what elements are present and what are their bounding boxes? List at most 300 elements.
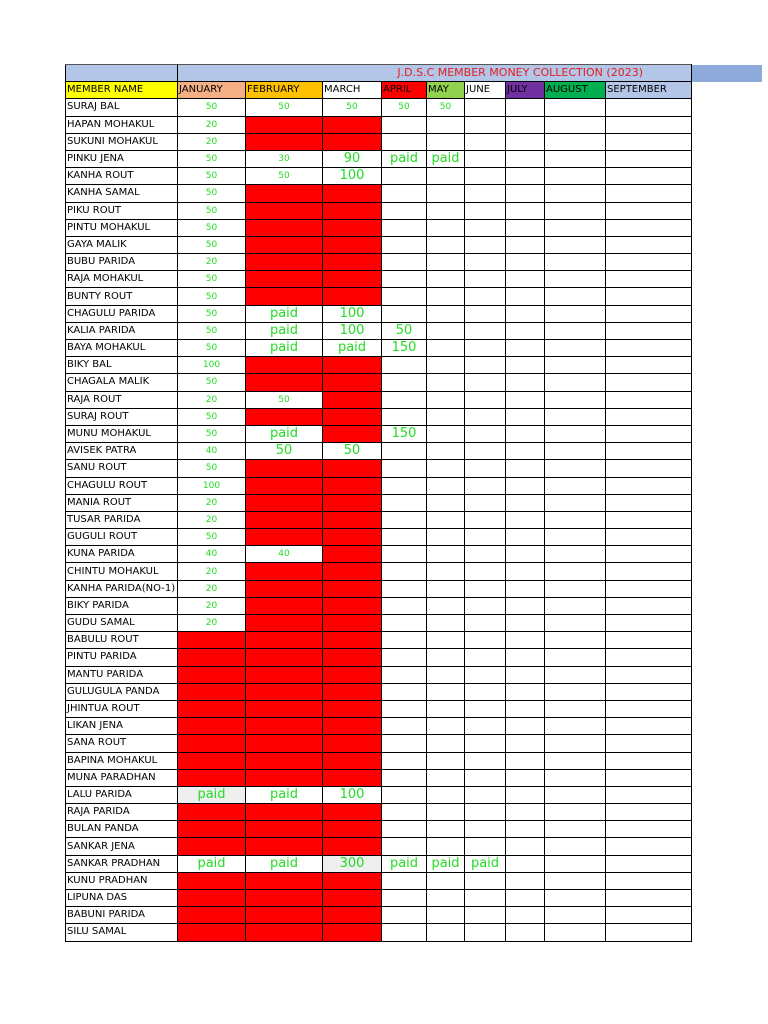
empty-cell[interactable] <box>606 666 692 683</box>
empty-cell[interactable] <box>382 872 427 889</box>
empty-cell[interactable] <box>382 804 427 821</box>
empty-cell[interactable] <box>506 924 545 941</box>
empty-cell[interactable] <box>545 821 606 838</box>
unpaid-cell[interactable] <box>323 563 382 580</box>
unpaid-cell[interactable] <box>323 357 382 374</box>
empty-cell[interactable] <box>506 890 545 907</box>
empty-cell[interactable] <box>427 168 465 185</box>
unpaid-cell[interactable] <box>246 408 323 425</box>
amount-cell[interactable]: 20 <box>178 494 246 511</box>
unpaid-cell[interactable] <box>178 718 246 735</box>
empty-cell[interactable] <box>465 202 506 219</box>
empty-cell[interactable] <box>506 597 545 614</box>
amount-cell[interactable]: 90 <box>323 150 382 167</box>
empty-cell[interactable] <box>606 150 692 167</box>
empty-cell[interactable] <box>506 494 545 511</box>
empty-cell[interactable] <box>427 340 465 357</box>
empty-cell[interactable] <box>545 288 606 305</box>
member-name-cell[interactable]: TUSAR PARIDA <box>66 511 178 528</box>
empty-cell[interactable] <box>606 391 692 408</box>
empty-cell[interactable] <box>545 340 606 357</box>
empty-cell[interactable] <box>545 683 606 700</box>
empty-cell[interactable] <box>382 116 427 133</box>
amount-cell[interactable]: paid <box>246 305 323 322</box>
empty-cell[interactable] <box>606 443 692 460</box>
member-name-cell[interactable]: BIKY BAL <box>66 357 178 374</box>
amount-cell[interactable]: 100 <box>178 477 246 494</box>
unpaid-cell[interactable] <box>323 907 382 924</box>
empty-cell[interactable] <box>382 666 427 683</box>
empty-cell[interactable] <box>506 305 545 322</box>
empty-cell[interactable] <box>382 786 427 803</box>
column-header-april[interactable]: APRIL <box>382 82 427 99</box>
empty-cell[interactable] <box>427 305 465 322</box>
empty-cell[interactable] <box>606 271 692 288</box>
empty-cell[interactable] <box>545 855 606 872</box>
member-name-cell[interactable]: SURAJ BAL <box>66 99 178 116</box>
empty-cell[interactable] <box>506 288 545 305</box>
unpaid-cell[interactable] <box>323 546 382 563</box>
empty-cell[interactable] <box>506 168 545 185</box>
amount-cell[interactable]: 50 <box>178 271 246 288</box>
unpaid-cell[interactable] <box>246 683 323 700</box>
unpaid-cell[interactable] <box>246 666 323 683</box>
unpaid-cell[interactable] <box>323 718 382 735</box>
member-name-cell[interactable]: KUNU PRADHAN <box>66 872 178 889</box>
unpaid-cell[interactable] <box>246 460 323 477</box>
empty-cell[interactable] <box>382 907 427 924</box>
unpaid-cell[interactable] <box>323 890 382 907</box>
amount-cell[interactable]: 50 <box>178 529 246 546</box>
empty-cell[interactable] <box>545 907 606 924</box>
empty-cell[interactable] <box>506 683 545 700</box>
empty-cell[interactable] <box>545 649 606 666</box>
amount-cell[interactable]: 150 <box>382 340 427 357</box>
empty-cell[interactable] <box>427 649 465 666</box>
column-header-march[interactable]: MARCH <box>323 82 382 99</box>
member-name-cell[interactable]: BIKY PARIDA <box>66 597 178 614</box>
empty-cell[interactable] <box>427 872 465 889</box>
empty-cell[interactable] <box>606 185 692 202</box>
amount-cell[interactable]: paid <box>246 786 323 803</box>
empty-cell[interactable] <box>506 855 545 872</box>
empty-cell[interactable] <box>506 340 545 357</box>
empty-cell[interactable] <box>506 735 545 752</box>
unpaid-cell[interactable] <box>246 580 323 597</box>
unpaid-cell[interactable] <box>246 872 323 889</box>
member-name-cell[interactable]: SANKAR PRADHAN <box>66 855 178 872</box>
empty-cell[interactable] <box>427 580 465 597</box>
amount-cell[interactable]: 50 <box>178 460 246 477</box>
amount-cell[interactable]: 150 <box>382 425 427 442</box>
empty-cell[interactable] <box>606 494 692 511</box>
empty-cell[interactable] <box>382 632 427 649</box>
empty-cell[interactable] <box>545 219 606 236</box>
empty-cell[interactable] <box>545 408 606 425</box>
empty-cell[interactable] <box>427 133 465 150</box>
empty-cell[interactable] <box>506 786 545 803</box>
member-name-cell[interactable]: RAJA MOHAKUL <box>66 271 178 288</box>
unpaid-cell[interactable] <box>323 838 382 855</box>
column-header-july[interactable]: JULY <box>506 82 545 99</box>
empty-cell[interactable] <box>427 185 465 202</box>
unpaid-cell[interactable] <box>246 529 323 546</box>
member-name-cell[interactable]: SUKUNI MOHAKUL <box>66 133 178 150</box>
unpaid-cell[interactable] <box>323 597 382 614</box>
empty-cell[interactable] <box>545 890 606 907</box>
amount-cell[interactable]: 20 <box>178 580 246 597</box>
unpaid-cell[interactable] <box>246 838 323 855</box>
amount-cell[interactable]: 50 <box>246 443 323 460</box>
empty-cell[interactable] <box>606 99 692 116</box>
empty-cell[interactable] <box>427 219 465 236</box>
empty-cell[interactable] <box>465 580 506 597</box>
empty-cell[interactable] <box>606 340 692 357</box>
empty-cell[interactable] <box>545 597 606 614</box>
member-name-cell[interactable]: RAJA ROUT <box>66 391 178 408</box>
empty-cell[interactable] <box>465 150 506 167</box>
unpaid-cell[interactable] <box>178 769 246 786</box>
empty-cell[interactable] <box>465 924 506 941</box>
empty-cell[interactable] <box>427 254 465 271</box>
empty-cell[interactable] <box>465 546 506 563</box>
unpaid-cell[interactable] <box>178 683 246 700</box>
unpaid-cell[interactable] <box>323 615 382 632</box>
empty-cell[interactable] <box>506 529 545 546</box>
unpaid-cell[interactable] <box>246 649 323 666</box>
empty-cell[interactable] <box>545 374 606 391</box>
empty-cell[interactable] <box>545 804 606 821</box>
empty-cell[interactable] <box>465 511 506 528</box>
empty-cell[interactable] <box>606 322 692 339</box>
empty-cell[interactable] <box>606 890 692 907</box>
member-name-cell[interactable]: SURAJ ROUT <box>66 408 178 425</box>
empty-cell[interactable] <box>545 632 606 649</box>
empty-cell[interactable] <box>506 460 545 477</box>
empty-cell[interactable] <box>545 700 606 717</box>
empty-cell[interactable] <box>506 254 545 271</box>
empty-cell[interactable] <box>545 133 606 150</box>
column-header-february[interactable]: FEBRUARY <box>246 82 323 99</box>
empty-cell[interactable] <box>382 890 427 907</box>
member-name-cell[interactable]: KALIA PARIDA <box>66 322 178 339</box>
empty-cell[interactable] <box>382 546 427 563</box>
empty-cell[interactable] <box>465 133 506 150</box>
empty-cell[interactable] <box>465 838 506 855</box>
unpaid-cell[interactable] <box>323 236 382 253</box>
unpaid-cell[interactable] <box>246 924 323 941</box>
empty-cell[interactable] <box>465 872 506 889</box>
unpaid-cell[interactable] <box>323 529 382 546</box>
empty-cell[interactable] <box>606 529 692 546</box>
member-name-cell[interactable]: GULUGULA PANDA <box>66 683 178 700</box>
empty-cell[interactable] <box>545 924 606 941</box>
empty-cell[interactable] <box>506 718 545 735</box>
empty-cell[interactable] <box>606 821 692 838</box>
unpaid-cell[interactable] <box>178 838 246 855</box>
amount-cell[interactable]: 50 <box>178 168 246 185</box>
empty-cell[interactable] <box>545 872 606 889</box>
amount-cell[interactable]: 300 <box>323 855 382 872</box>
empty-cell[interactable] <box>382 443 427 460</box>
empty-cell[interactable] <box>606 580 692 597</box>
unpaid-cell[interactable] <box>246 804 323 821</box>
empty-cell[interactable] <box>506 357 545 374</box>
empty-cell[interactable] <box>382 924 427 941</box>
empty-cell[interactable] <box>545 168 606 185</box>
unpaid-cell[interactable] <box>246 202 323 219</box>
empty-cell[interactable] <box>606 769 692 786</box>
empty-cell[interactable] <box>465 305 506 322</box>
empty-cell[interactable] <box>606 615 692 632</box>
empty-cell[interactable] <box>427 838 465 855</box>
unpaid-cell[interactable] <box>178 632 246 649</box>
unpaid-cell[interactable] <box>178 804 246 821</box>
unpaid-cell[interactable] <box>323 494 382 511</box>
member-name-cell[interactable]: JHINTUA ROUT <box>66 700 178 717</box>
empty-cell[interactable] <box>506 546 545 563</box>
empty-cell[interactable] <box>506 666 545 683</box>
empty-cell[interactable] <box>427 408 465 425</box>
unpaid-cell[interactable] <box>323 408 382 425</box>
empty-cell[interactable] <box>606 236 692 253</box>
member-name-cell[interactable]: SANA ROUT <box>66 735 178 752</box>
unpaid-cell[interactable] <box>246 769 323 786</box>
empty-cell[interactable] <box>545 271 606 288</box>
empty-cell[interactable] <box>465 821 506 838</box>
empty-cell[interactable] <box>382 133 427 150</box>
empty-cell[interactable] <box>382 494 427 511</box>
empty-cell[interactable] <box>382 683 427 700</box>
amount-cell[interactable]: paid <box>246 340 323 357</box>
empty-cell[interactable] <box>606 735 692 752</box>
empty-cell[interactable] <box>382 769 427 786</box>
amount-cell[interactable]: 30 <box>246 150 323 167</box>
empty-cell[interactable] <box>465 288 506 305</box>
empty-cell[interactable] <box>506 872 545 889</box>
empty-cell[interactable] <box>382 563 427 580</box>
empty-cell[interactable] <box>545 735 606 752</box>
unpaid-cell[interactable] <box>323 133 382 150</box>
empty-cell[interactable] <box>606 907 692 924</box>
empty-cell[interactable] <box>606 632 692 649</box>
empty-cell[interactable] <box>382 305 427 322</box>
unpaid-cell[interactable] <box>246 477 323 494</box>
empty-cell[interactable] <box>465 735 506 752</box>
empty-cell[interactable] <box>606 425 692 442</box>
amount-cell[interactable]: 20 <box>178 511 246 528</box>
empty-cell[interactable] <box>545 615 606 632</box>
empty-cell[interactable] <box>506 907 545 924</box>
empty-cell[interactable] <box>427 322 465 339</box>
unpaid-cell[interactable] <box>246 907 323 924</box>
unpaid-cell[interactable] <box>178 890 246 907</box>
empty-cell[interactable] <box>427 116 465 133</box>
empty-cell[interactable] <box>465 408 506 425</box>
empty-cell[interactable] <box>506 271 545 288</box>
member-name-cell[interactable]: BAPINA MOHAKUL <box>66 752 178 769</box>
unpaid-cell[interactable] <box>246 254 323 271</box>
unpaid-cell[interactable] <box>323 374 382 391</box>
member-name-cell[interactable]: AVISEK PATRA <box>66 443 178 460</box>
amount-cell[interactable]: paid <box>246 425 323 442</box>
empty-cell[interactable] <box>427 907 465 924</box>
empty-cell[interactable] <box>465 391 506 408</box>
empty-cell[interactable] <box>427 494 465 511</box>
empty-cell[interactable] <box>427 546 465 563</box>
member-name-cell[interactable]: GUDU SAMAL <box>66 615 178 632</box>
amount-cell[interactable]: 50 <box>178 202 246 219</box>
unpaid-cell[interactable] <box>246 597 323 614</box>
empty-cell[interactable] <box>465 632 506 649</box>
member-name-cell[interactable]: CHAGULU ROUT <box>66 477 178 494</box>
member-name-cell[interactable]: KANHA ROUT <box>66 168 178 185</box>
amount-cell[interactable]: 40 <box>178 546 246 563</box>
empty-cell[interactable] <box>506 700 545 717</box>
empty-cell[interactable] <box>506 202 545 219</box>
empty-cell[interactable] <box>427 236 465 253</box>
empty-cell[interactable] <box>606 202 692 219</box>
column-header-august[interactable]: AUGUST <box>545 82 606 99</box>
empty-cell[interactable] <box>545 494 606 511</box>
empty-cell[interactable] <box>382 236 427 253</box>
empty-cell[interactable] <box>427 821 465 838</box>
empty-cell[interactable] <box>545 305 606 322</box>
unpaid-cell[interactable] <box>323 460 382 477</box>
empty-cell[interactable] <box>427 735 465 752</box>
amount-cell[interactable]: 100 <box>323 305 382 322</box>
empty-cell[interactable] <box>465 529 506 546</box>
amount-cell[interactable]: 100 <box>323 168 382 185</box>
empty-cell[interactable] <box>465 597 506 614</box>
empty-cell[interactable] <box>545 254 606 271</box>
empty-cell[interactable] <box>465 219 506 236</box>
unpaid-cell[interactable] <box>323 219 382 236</box>
member-name-cell[interactable]: MUNU MOHAKUL <box>66 425 178 442</box>
amount-cell[interactable]: 50 <box>178 425 246 442</box>
empty-cell[interactable] <box>427 769 465 786</box>
empty-cell[interactable] <box>545 99 606 116</box>
amount-cell[interactable]: 50 <box>178 185 246 202</box>
empty-cell[interactable] <box>606 133 692 150</box>
empty-cell[interactable] <box>606 477 692 494</box>
amount-cell[interactable]: paid <box>246 855 323 872</box>
empty-cell[interactable] <box>382 511 427 528</box>
amount-cell[interactable]: paid <box>178 786 246 803</box>
empty-cell[interactable] <box>465 890 506 907</box>
unpaid-cell[interactable] <box>178 666 246 683</box>
member-name-cell[interactable]: BAYA MOHAKUL <box>66 340 178 357</box>
unpaid-cell[interactable] <box>246 615 323 632</box>
amount-cell[interactable]: 40 <box>178 443 246 460</box>
empty-cell[interactable] <box>545 202 606 219</box>
amount-cell[interactable]: paid <box>382 150 427 167</box>
empty-cell[interactable] <box>506 580 545 597</box>
empty-cell[interactable] <box>427 357 465 374</box>
empty-cell[interactable] <box>382 752 427 769</box>
empty-cell[interactable] <box>427 615 465 632</box>
amount-cell[interactable]: paid <box>427 150 465 167</box>
empty-cell[interactable] <box>506 99 545 116</box>
empty-cell[interactable] <box>606 116 692 133</box>
member-name-cell[interactable]: BABUNI PARIDA <box>66 907 178 924</box>
unpaid-cell[interactable] <box>323 735 382 752</box>
amount-cell[interactable]: 50 <box>323 443 382 460</box>
empty-cell[interactable] <box>382 254 427 271</box>
member-name-cell[interactable]: MANIA ROUT <box>66 494 178 511</box>
amount-cell[interactable]: 50 <box>178 305 246 322</box>
empty-cell[interactable] <box>506 374 545 391</box>
member-name-cell[interactable]: BUNTY ROUT <box>66 288 178 305</box>
empty-cell[interactable] <box>427 202 465 219</box>
unpaid-cell[interactable] <box>323 202 382 219</box>
empty-cell[interactable] <box>465 168 506 185</box>
unpaid-cell[interactable] <box>246 357 323 374</box>
empty-cell[interactable] <box>427 718 465 735</box>
empty-cell[interactable] <box>427 752 465 769</box>
member-name-cell[interactable]: PINKU JENA <box>66 150 178 167</box>
amount-cell[interactable]: paid <box>178 855 246 872</box>
empty-cell[interactable] <box>606 219 692 236</box>
member-name-cell[interactable]: KANHA PARIDA(NO-1) <box>66 580 178 597</box>
empty-cell[interactable] <box>382 202 427 219</box>
empty-cell[interactable] <box>382 700 427 717</box>
member-name-cell[interactable]: PINTU PARIDA <box>66 649 178 666</box>
empty-cell[interactable] <box>545 752 606 769</box>
empty-cell[interactable] <box>382 271 427 288</box>
unpaid-cell[interactable] <box>323 254 382 271</box>
empty-cell[interactable] <box>506 563 545 580</box>
empty-cell[interactable] <box>606 511 692 528</box>
empty-cell[interactable] <box>382 821 427 838</box>
empty-cell[interactable] <box>606 718 692 735</box>
empty-cell[interactable] <box>427 666 465 683</box>
empty-cell[interactable] <box>606 374 692 391</box>
empty-cell[interactable] <box>545 718 606 735</box>
amount-cell[interactable]: paid <box>427 855 465 872</box>
member-name-cell[interactable]: CHAGALA MALIK <box>66 374 178 391</box>
empty-cell[interactable] <box>506 477 545 494</box>
empty-cell[interactable] <box>382 718 427 735</box>
column-header-june[interactable]: JUNE <box>465 82 506 99</box>
empty-cell[interactable] <box>606 786 692 803</box>
empty-cell[interactable] <box>506 391 545 408</box>
empty-cell[interactable] <box>506 133 545 150</box>
empty-cell[interactable] <box>465 700 506 717</box>
empty-cell[interactable] <box>427 288 465 305</box>
unpaid-cell[interactable] <box>323 700 382 717</box>
amount-cell[interactable]: 20 <box>178 597 246 614</box>
amount-cell[interactable]: 20 <box>178 116 246 133</box>
empty-cell[interactable] <box>427 786 465 803</box>
empty-cell[interactable] <box>506 821 545 838</box>
empty-cell[interactable] <box>606 305 692 322</box>
empty-cell[interactable] <box>545 838 606 855</box>
amount-cell[interactable]: 50 <box>427 99 465 116</box>
member-name-cell[interactable]: PINTU MOHAKUL <box>66 219 178 236</box>
unpaid-cell[interactable] <box>246 511 323 528</box>
unpaid-cell[interactable] <box>178 649 246 666</box>
empty-cell[interactable] <box>465 563 506 580</box>
empty-cell[interactable] <box>465 254 506 271</box>
empty-cell[interactable] <box>506 185 545 202</box>
empty-cell[interactable] <box>506 443 545 460</box>
amount-cell[interactable]: 50 <box>178 340 246 357</box>
empty-cell[interactable] <box>382 649 427 666</box>
unpaid-cell[interactable] <box>323 271 382 288</box>
member-name-cell[interactable]: SILU SAMAL <box>66 924 178 941</box>
unpaid-cell[interactable] <box>178 924 246 941</box>
